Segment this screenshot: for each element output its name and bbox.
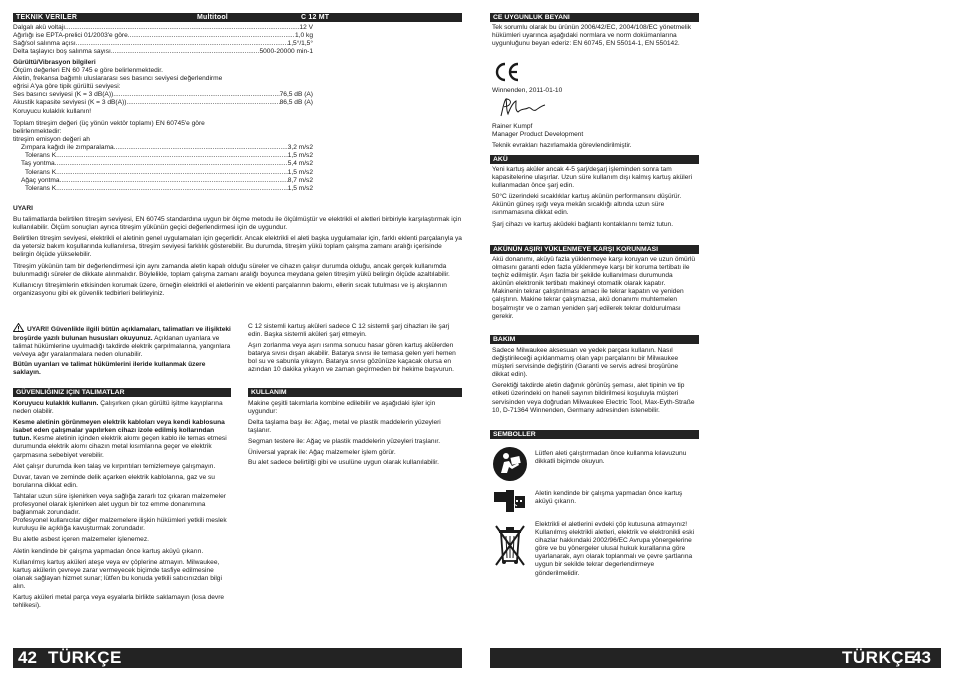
noise-spec-row: [13, 91, 313, 99]
section-title: TEKNIK VERILER: [16, 14, 78, 21]
vibration-spec-row: [13, 177, 313, 185]
vibration-spec-value: 1,5 m/s2: [287, 168, 313, 176]
spec-value: 1,5°/1,5°: [287, 40, 313, 48]
noise-spec-row: [13, 99, 313, 107]
battery-header: AKÜ: [490, 155, 699, 164]
battery-p2: 50°C üzerindeki sıcaklıklar kartuş akünün performansını düşürür. Akünün güneş ışığı veya mekân sıcaklığı altında uzun süre ısınmamasına dikkat edin.: [492, 193, 682, 217]
battery-p1: Yeni kartuş aküler ancak 4-5 şarj/deşarj işleminden sonra tam kapasitelerine ulaşırlar. Uzun süre kullanım dışı kalmış kartuş aküleri kullanmadan önce şarj edin.: [492, 166, 693, 190]
overload-block: [492, 256, 696, 324]
usage-p4: Üniversal yaprak ile: Ağaç malzemeler işlem görür.: [248, 449, 396, 457]
battery-block: [492, 166, 696, 232]
mid-paragraph-2: Aşırı zorlanma veya aşırı ısınma sonucu hasar gören kartuş akülerden batarya sıvısı dışarı akabilir. Batarya sıvısı ile temasa gelen yeri hemen bol su ve sabunla yıkayın. Batarya sıvısı gözünüze kaçacak olursa en azından 10 dakika yıkayın ve zaman geçirmeden bir hekime başvurun.: [248, 342, 456, 374]
safety-p5: Tahtalar uzun süre işlenirken veya sağlığa zararlı toz çıkaran malzemeler profesyonel olarak işlenirken alet uygun bir toz emme donanımına bağlanmak zorundadır.: [13, 492, 226, 517]
spec-value: 5000-20000 min-1: [259, 48, 313, 56]
symbols-header: SEMBOLLER: [490, 430, 699, 439]
safety-header: GÜVENLIĞINIZ IÇIN TALIMATLAR: [13, 388, 231, 397]
vibration-spec-row: [13, 144, 313, 152]
leader-dots: [113, 91, 279, 99]
remove-battery-icon: [492, 486, 528, 522]
overload-header: AKÜNÜN AŞIRI YÜKLENMEYE KARŞI KORUNMASI: [490, 245, 699, 254]
symbol-row-disposal: [492, 521, 696, 578]
ce-block: [492, 24, 696, 51]
vibration-spec-label: Taş yontma: [21, 160, 55, 168]
vibration-spec-value: 5,4 m/s2: [287, 160, 313, 168]
safety-p9: Kullanılmış kartuş aküleri ateşe veya ev çöplerine atmayın. Milwaukee, kartuş akülerin çevreye zarar vermeyecek biçimde tasfiye edilmesine olanak sağlayan hizmet sunar; lütfen bu konuda yetkili satıcınızdan bilgi alın.: [13, 558, 222, 590]
leader-dots: [59, 177, 287, 185]
usage-block: [248, 400, 462, 470]
symbol-battery-text: Aletin kendinde bir çalışma yapmadan önce kartuş aküyü çıkarın.: [535, 490, 683, 506]
safety-p2: Kesme aletinin içinden elektrik akımı geçen kablo ile temas etmesi durumunda elektrik akımı cihazın metal kısımlarına geçer ve elektrik çarpmasına sebebiyet verebilir.: [13, 435, 227, 459]
usage-p1: Makine çeşitli takımlarla kombine edilebilir ve aşağıdaki işler için uygundur:: [248, 400, 436, 416]
warning-paragraph-2: Belirtilen titreşim seviyesi, elektrikli el aletinin genel uygulamaları için geçerlidir. Ancak elektrikli el aleti başka uygulamalar için, farklı eklenti parçalarıyla ya da yetersiz bakım koşullarında kullanılırsa, titreşim seviyesi farklılık gösterebilir. Bu durumda, titreşim yükü toplam çalışma zamanı aralığı içerisinde belirgin ölçüde yükselebilir.: [13, 235, 462, 259]
spec-label: Dalgalı akü voltajı: [13, 24, 66, 31]
leader-dots: [76, 40, 288, 48]
ear-protection-note: Koruyucu kulaklık kullanın!: [13, 107, 92, 115]
warning-triangle-icon: [13, 323, 24, 335]
leader-dots: [56, 185, 288, 193]
maintenance-header: BAKIM: [490, 335, 699, 344]
battery-charging-block: [248, 323, 462, 378]
overload-text: Akü donanımı, aküyü fazla yüklenmeye karşı koruyan ve uzun ömürlü olmasını garanti eden fazla yüklenmeye karşı bir koruma tertibatı ile teçhiz edilmiştir. Aşırı fazla bir şekilde kullanılması durumunda akünün elektronik tertibatı makineyi otomatik olarak kapatır. Makinenin tekrar çalıştırılması amacı ile tekrar kapatın ve yeniden çalıştırın. Makine tekrar çalışmazsa, akü donanımı muhtemelen boşalmıştır ve o zaman yeniden şarj edilerek tekrar doldurulması gerekir.: [492, 256, 696, 320]
left-page-number: 42: [18, 648, 37, 667]
right-language-label: TÜRKÇE: [842, 648, 916, 667]
noise-table: [13, 91, 313, 107]
usage-p3: Segman testere ile: Ağaç ve plastik maddelerin yüzeyleri traşlanır.: [248, 438, 441, 446]
warning-paragraph-1: Bu talimatlarda belirtilen titreşim seviyesi, EN 60745 standardına uygun bir ölçme metodu ile ölçülmüştür ve elektrikli el aletleri birbiriyle karşılaştırmak için kullanılabilir. Ölçüm sonuçları ayrıca titreşim yükünün geçici değerlendirmesi için de uygundur.: [13, 216, 462, 232]
noise-spec-label: Akustik kapasite seviyesi (K = 3 dB(A)): [13, 99, 127, 107]
usage-p2: Delta taşlama başı ile: Ağaç, metal ve plastik maddelerin yüzeyleri taşlanır.: [248, 419, 441, 435]
spec-row: [13, 40, 313, 48]
safety-warning-block: [13, 323, 231, 381]
safety-p1-bold: Koruyucu kulaklık kullanın.: [13, 400, 99, 407]
noise-spec-value: 76,5 dB (A): [279, 91, 313, 99]
spec-value: 1,0 kg: [295, 32, 313, 40]
vibration-spec-row: [13, 185, 313, 193]
model-name: C 12 MT: [301, 14, 330, 21]
spec-label: Ağırlığı ise EPTA-prelici 01/2003'e göre: [13, 32, 128, 40]
safety-p10: Kartuş aküleri metal parça veya eşyalarla birlikte saklamayın (kısa devre tehlikesi).: [13, 593, 225, 610]
vibration-spec-value: 3,2 m/s2: [287, 144, 313, 152]
spec-label: Delta taşlayıcı boş salınma sayısı: [13, 48, 111, 56]
spec-row: [13, 32, 313, 40]
signer-block: [492, 123, 696, 150]
right-page-number: 43: [912, 648, 931, 667]
battery-p3: Şarj cihazı ve kartuş aküdeki bağlantı kontaklarını temiz tutun.: [492, 220, 674, 228]
leader-dots: [114, 144, 288, 152]
spec-row: [13, 24, 313, 32]
vibration-spec-label: Ağaç yontma: [21, 176, 60, 184]
spec-row: [13, 48, 313, 56]
signer-authorization: Teknik evrakları hazırlamakla görevlendirilmiştir.: [492, 142, 632, 150]
vibration-intro: Toplam titreşim değeri (üç yönün vektör toplamı) EN 60745'e göre belirlenmektedir:: [13, 120, 205, 136]
ce-text: Tek sorumlu olarak bu ürünün 2006/42/EC, 2004/108/EC yönetmelik hükümleri uyarınca aşağıdaki normlara ve norm dokümanlarına uygunluğunu beyan ederiz: EN 60745, EN 55014-1, EN 550142.: [492, 24, 692, 48]
vibration-block: [13, 120, 313, 193]
symbol-manual-text: Lütfen aleti çalıştırmadan önce kullanma kılavuzunu dikkatli biçimde okuyun.: [535, 450, 687, 466]
leader-dots: [111, 48, 260, 56]
read-manual-icon: [492, 446, 528, 482]
warning-block: [13, 205, 462, 301]
safety-warning-text: Açıklanan uyarılara ve talimat hükümlerine uyulmadığı takdirde elektrik çarpılmalarına, yangınlara ve/veya ağır yaralanmalara neden olunabilir.: [13, 335, 231, 359]
usage-header: KULLANIM: [248, 388, 462, 397]
vibration-spec-value: 1,5 m/s2: [287, 152, 313, 160]
leader-dots: [128, 32, 295, 40]
warning-paragraph-3: Titreşim yükünün tam bir değerlendirmesi için aynı zamanda aletin kapalı olduğu süreler ve cihazın çalışır durumda olduğu, ancak gerçek kullanımda bulunmadığı süreler de dikkate alınmalıdır. Böylelikle, toplam çalışma zamanı aralığı boyunca meydana gelen titreşim yükü belirgin ölçüde azaltılabilir.: [13, 262, 450, 278]
signer-name: Rainer Kumpf: [492, 123, 533, 130]
safety-p3: Alet çalışır durumda iken talaş ve kırpıntıları temizlemeye çalışmayın.: [13, 462, 216, 470]
vibration-spec-label: Tolerans K: [25, 184, 57, 192]
maintenance-p2: Gerektiği takdirde aletin dağınık görünüş şeması, alet tipinin ve tip etiketi üzerindeki on haneli sayının bildirilmesi koşuluyla müşteri servisinden veya doğrudan Milwaukee Electric Tool, Max-Eyth-Straße 10, D-71364 Winnenden, Germany adresinden istenebilir.: [492, 382, 695, 414]
left-language-label: TÜRKÇE: [48, 648, 122, 667]
safety-p8: Aletin kendinde bir çalışma yapmadan önce kartuş aküyü çıkarın.: [13, 547, 204, 555]
noise-intro-2: Aletin, frekansa bağımlı uluslararası ses basıncı seviyesi değerlendirme eğrisi A'ya göre tipik gürültü seviyesi:: [13, 75, 223, 91]
noise-spec-label: Ses basıncı seviyesi (K = 3 dB(A)): [13, 91, 114, 99]
mid-paragraph-1: C 12 sistemli kartuş aküleri sadece C 12 sistemli şarj cihazları ile şarj edin. Başka sistemli aküleri şarj etmeyin.: [248, 323, 450, 339]
vibration-spec-value: 8,7 m/s2: [287, 176, 313, 184]
noise-spec-value: 86,5 dB (A): [279, 99, 313, 107]
noise-intro: Ölçüm değerleri EN 60 745 e göre belirlenmektedir.: [13, 67, 163, 75]
spec-value: 12 V: [299, 24, 313, 31]
signature-image: [498, 96, 548, 123]
safety-keep-note: Bütün uyarıları ve talimat hükümlerini ileride kullanmak üzere saklayın.: [13, 361, 206, 377]
safety-p1: Çalışırken çıkan gürültü işitme kayıplarına neden olabilir.: [13, 400, 223, 416]
weee-crossed-bin-icon: [492, 521, 528, 567]
vibration-spec-label: Tolerans K: [25, 168, 57, 176]
leader-dots: [65, 24, 299, 32]
leader-dots: [56, 152, 288, 160]
leader-dots: [55, 160, 288, 168]
noise-title: Gürültü/Vibrasyon bilgileri: [13, 59, 96, 66]
warning-paragraph-4: Kullanıcıyı titreşimlerin etkisinden korumak üzere, örneğin elektrikli el aletlerinin ve eklenti parçalarının bakımı, ellerin sıcak tutulması ve iş akışlarının organizasyonu gibi ek güvenlik tedbirleri belirleyiniz.: [13, 281, 447, 297]
vibration-spec-label: Tolerans K: [25, 152, 57, 160]
spec-label: Sağ/sol salınma açısı: [13, 40, 76, 48]
vibration-spec-row: [13, 152, 313, 160]
symbol-row-battery: [492, 486, 696, 522]
noise-block: [13, 59, 313, 116]
safety-p4: Duvar, tavan ve zeminde delik açarken elektrik kablolarına, gaz ve su borularına dikkat edin.: [13, 473, 215, 489]
vibration-spec-row: [13, 169, 313, 177]
warning-title: UYARI: [13, 205, 33, 212]
safety-block: [13, 400, 231, 613]
maintenance-block: [492, 347, 696, 418]
symbol-row-manual: [492, 446, 696, 482]
vibration-spec-value: 1,5 m/s2: [287, 184, 313, 192]
spec-table: [13, 24, 313, 56]
technical-data-header: [13, 13, 462, 22]
usage-p5: Bu alet sadece belirtilği gibi ve usulüne uygun olarak kullanılabilir.: [248, 458, 439, 466]
signer-title: Manager Product Development: [492, 131, 584, 139]
leader-dots: [56, 169, 288, 177]
vibration-spec-label: Zımpara kağıdı ile zımparalama: [21, 144, 114, 152]
safety-p7: Bu aletle asbest içeren malzemeler işlenemez.: [13, 536, 149, 544]
vibration-spec-row: [13, 160, 313, 168]
safety-p2-bold: Kesme aletinin görünmeyen elektrik kabloları veya kendi kablosuna isabet eden çalışmalar yapılırken cihazı izole edilmiş kollarından tutun.: [13, 419, 225, 443]
safety-warning-bold: UYARI! Güvenlikle ilgili bütün açıklamaları, talimatları ve ilişikteki broşürde yazılı bulunan hususları okuyunuz.: [13, 326, 231, 343]
ce-header: CE UYGUNLUK BEYANI: [490, 13, 699, 22]
maintenance-p1: Sadece Milwaukee aksesuarı ve yedek parçası kullanın. Nasıl değiştirileceği açıklanmamış olan yapı parçalarını bir Milwaukee müşteri servisinde değiştirin (Garanti ve servis adresi broşürüne dikkat edin).: [492, 347, 679, 379]
symbol-disposal-text: Elektrikli el aletlerini evdeki çöp kutusuna atmayınız! Kullanılmış elektrikli aletleri, elektrik ve elektronikli eski cihazlar hakkındaki 2002/96/EC Avrupa yönergelerine göre ve bu yönergeler ulusal hukuk kurallarına göre uyarlanarak, ayrı olarak toplanmalı ve çevre şartlarına uygun bir sekilde tekrar degerlendirmeye gönderilmelidir.: [535, 521, 695, 577]
product-name: Multitool: [197, 14, 228, 21]
ce-mark-icon: [494, 62, 520, 85]
ce-place-date: Winnenden, 2011-01-10: [492, 87, 563, 94]
leader-dots: [126, 99, 279, 107]
vibration-table: [13, 144, 313, 193]
safety-p6: Profesyonel kullanıcılar diğer malzemelere ilişkin hükümleri yetkili meslek kuruluşu ile açıklığa kavuşturmak zorundadır.: [13, 517, 227, 533]
vibration-intro-2: titreşim emisyon değeri ah: [13, 136, 90, 144]
